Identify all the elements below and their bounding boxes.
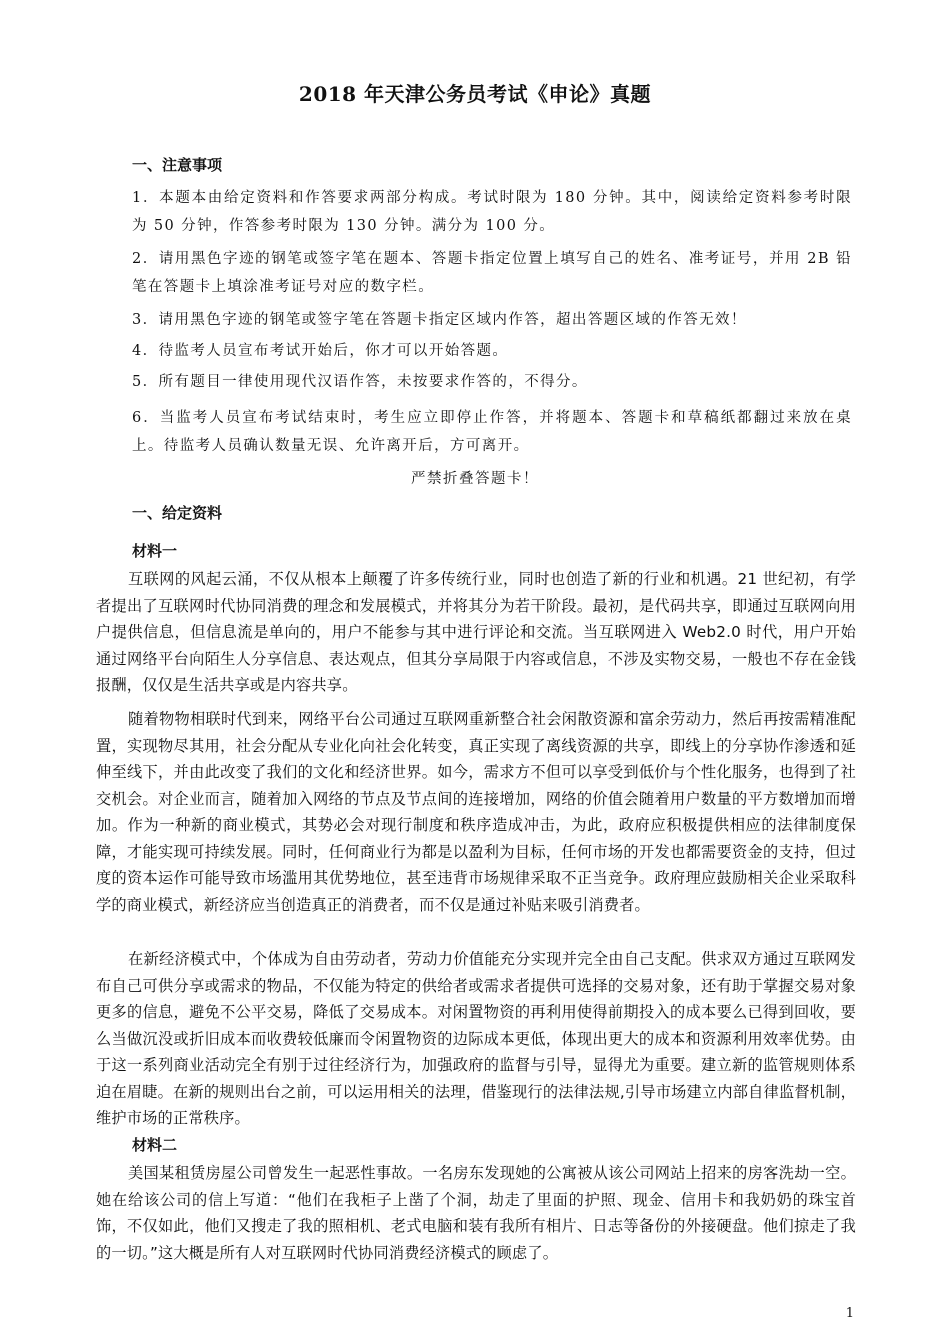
material-1-paragraph-3: 在新经济模式中，个体成为自由劳动者，劳动力价值能充分实现并完全由自己支配。供求双方通过互联网发布自己可供分享或需求的物品，不仅能为特定的供给者或需求者提供可选择的交易对象，还有助于掌握交易对象更多的信息，避免不公平交易，降低了交易成本。对闲置物资的再利用使得前期投入的成本要么已得到回收，要么当做沉没或折旧成本而收费较低廉而令闲置物资的边际成本更低，体现出更大的成本和资源利用效率优势。由于这一系列商业活动完全有别于过往经济行为，加强政府的监督与引导，显得尤为重要。建立新的监管规则体系迫在眉睫。在新的规则出台之前，可以运用相关的法理，借鉴现行的法律法规,引导市场建立内部自律监督机制，维护市场的正常秩序。 [96,950,856,1127]
material-1-label: 材料一 [132,542,178,560]
notice-item-3: 3．请用黑色字迹的钢笔或签字笔在答题卡指定区域内作答，超出答题区域的作答无效！ [132,312,747,328]
materials-heading: 一、给定资料 [132,504,223,522]
notice-item-2: 2．请用黑色字迹的钢笔或签字笔在题本、答题卡指定位置上填写自己的姓名、准考证号，并用 2B 铅笔在答题卡上填涂准考证号对应的数字栏。 [132,251,852,295]
material-1-paragraph-1: 互联网的风起云涌，不仅从根本上颠覆了许多传统行业，同时也创造了新的行业和机遇。21 世纪初，有学者提出了互联网时代协同消费的理念和发展模式，并将其分为若干阶段。最初，是代码共享，即通过互联网向用户提供信息，但信息流是单向的，用户不能参与其中进行评论和交流。当互联网进入 Web2.0 时代，用户开始通过网络平台向陌生人分享信息、表达观点，但其分享局限于内容或信息，不涉及实物交易，一般也不存在金钱报酬，仅仅是生活共享或是内容共享。 [96,570,856,694]
notice-item-1: 1．本题本由给定资料和作答要求两部分构成。考试时限为 180 分钟。其中，阅读给定资料参考时限为 50 分钟，作答参考时限为 130 分钟。满分为 100 分。 [132,190,852,234]
material-1-paragraph-2: 随着物物相联时代到来，网络平台公司通过互联网重新整合社会闲散资源和富余劳动力，然后再按需精准配置，实现物尽其用，社会分配从专业化向社会化转变，真正实现了离线资源的共享，即线上的分享协作渗透和延伸至线下，并由此改变了我们的文化和经济世界。如今，需求方不但可以享受到低价与个性化服务，也得到了社交机会。对企业而言，随着加入网络的节点及节点间的连接增加，网络的价值会随着用户数量的平方数增加而增加。作为一种新的商业模式，其势必会对现行制度和秩序造成冲击，为此，政府应积极提供相应的法律制度保障，才能实现可持续发展。同时，任何商业行为都是以盈利为目标，任何市场的开发也都需要资金的支持，但过度的资本运作可能导致市场滥用其优势地位，甚至违背市场规律采取不正当竞争。政府理应鼓励相关企业采取科学的商业模式，新经济应当创造真正的消费者，而不仅是通过补贴来吸引消费者。 [96,710,856,914]
page-number: 1 [845,1306,854,1321]
material-2-label: 材料二 [132,1136,178,1154]
document-title: 2018 年天津公务员考试《申论》真题 [298,82,652,106]
notice-item-6: 6．当监考人员宣布考试结束时，考生应立即停止作答，并将题本、答题卡和草稿纸都翻过来放在桌上。待监考人员确认数量无误、允许离开后，方可离开。 [132,410,852,454]
warning-note: 严禁折叠答题卡！ [411,471,539,487]
material-2-paragraph-1: 美国某租赁房屋公司曾发生一起恶性事故。一名房东发现她的公寓被从该公司网站上招来的房客洗劫一空。她在给该公司的信上写道：“他们在我柜子上凿了个洞，劫走了里面的护照、现金、信用卡和我奶奶的珠宝首饰，不仅如此，他们又搜走了我的照相机、老式电脑和装有我所有相片、日志等备份的外接硬盘。他们掠走了我的一切。”这大概是所有人对互联网时代协同消费经济模式的顾虑了。 [96,1164,856,1262]
notice-item-5: 5．所有题目一律使用现代汉语作答，未按要求作答的，不得分。 [132,374,588,390]
notice-item-4: 4．待监考人员宣布考试开始后，你才可以开始答题。 [132,343,509,359]
notice-heading: 一、注意事项 [132,156,223,174]
